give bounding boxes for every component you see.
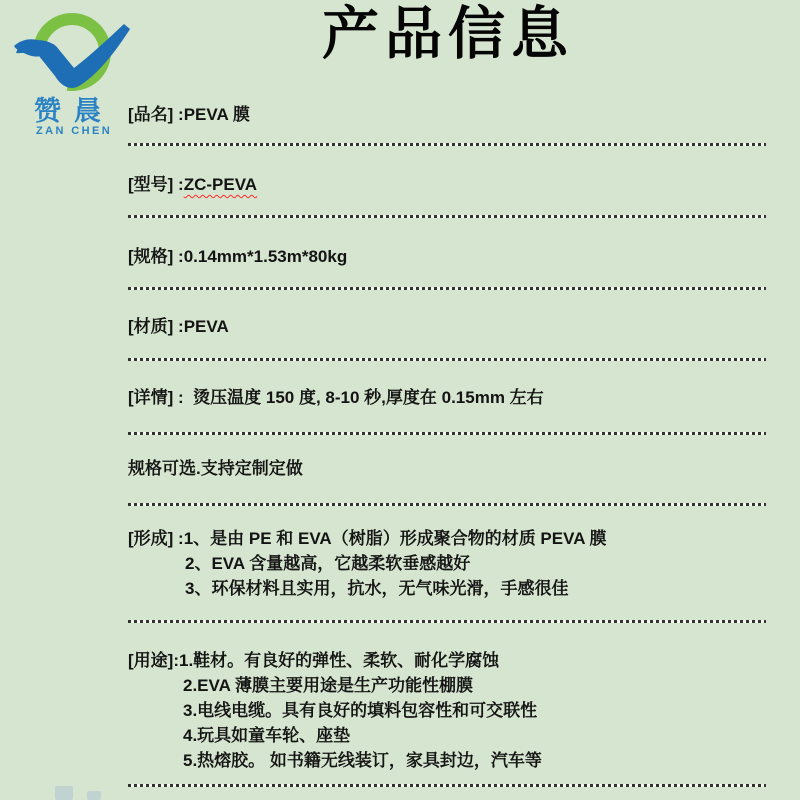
field-separator: :: [173, 247, 184, 266]
field-label: [品名]: [128, 105, 174, 124]
field-label: [材质]: [128, 317, 174, 336]
field-label: [用途]: [128, 651, 174, 670]
field-value-line: 2、EVA 含量越高，它越柔软垂感越好: [185, 554, 471, 573]
field-row-usage: [128, 648, 788, 773]
field-row-details: [128, 387, 788, 409]
field-value-line: 3、环保材料且实用，抗水，无气味光滑，手感很佳: [185, 579, 569, 598]
field-value: 烫压温度 150 度, 8-10 秒,厚度在 0.15mm 左右: [193, 388, 544, 407]
field-label: [形成]: [128, 529, 174, 548]
field-value-line: 5.热熔胶。 如书籍无线装订，家具封边，汽车等: [183, 751, 542, 770]
field-value: PEVA: [183, 317, 229, 336]
logo-company-name-cn: 赞晨: [34, 96, 114, 126]
dashed-separator: [128, 432, 766, 435]
field-row-custom-note: [128, 458, 788, 480]
page-title: 产品信息: [322, 3, 574, 66]
field-row-model: [128, 174, 788, 196]
field-label: [详情]: [128, 388, 174, 407]
field-row-formation: [128, 526, 788, 601]
field-separator: :: [173, 651, 179, 670]
watermark-shape: [55, 786, 73, 800]
dashed-separator: [128, 358, 766, 361]
field-value: 1、是由 PE 和 EVA（树脂）形成聚合物的材质 PEVA 膜: [183, 529, 607, 548]
field-value-line: 3.电线电缆。具有良好的填料包容性和可交联性: [183, 701, 538, 720]
field-separator: :: [173, 529, 184, 548]
zanchen-logo-icon: [8, 8, 138, 92]
field-separator: :: [173, 388, 194, 407]
field-label: [规格]: [128, 247, 174, 266]
field-value: 0.14mm*1.53m*80kg: [183, 247, 348, 266]
field-value: 1.鞋材。有良好的弹性、柔软、耐化学腐蚀: [179, 651, 500, 670]
field-separator: :: [173, 317, 184, 336]
field-value: PEVA 膜: [183, 105, 250, 124]
field-label: [型号]: [128, 175, 174, 194]
field-row-spec: [128, 246, 788, 268]
watermark-logo-fragment: [55, 786, 101, 800]
field-value-spellcheck: ZC-PEVA: [183, 175, 258, 194]
dashed-separator: [128, 620, 766, 623]
dashed-separator: [128, 287, 766, 290]
field-value-line: 4.玩具如童车轮、座垫: [183, 726, 351, 745]
dashed-separator: [128, 215, 766, 218]
field-row-product-name: [128, 104, 788, 126]
field-value: 规格可选.支持定制定做: [128, 459, 303, 478]
field-value-line: 2.EVA 薄膜主要用途是生产功能性棚膜: [183, 676, 473, 695]
field-row-material: [128, 316, 788, 338]
field-separator: :: [173, 105, 184, 124]
dashed-separator: [128, 143, 766, 146]
watermark-shape: [87, 791, 101, 800]
dashed-separator: [128, 503, 766, 506]
field-separator: :: [173, 175, 184, 194]
logo-company-name-en: ZAN CHEN: [36, 125, 113, 137]
dashed-separator: [128, 784, 766, 787]
company-logo: [8, 8, 138, 138]
